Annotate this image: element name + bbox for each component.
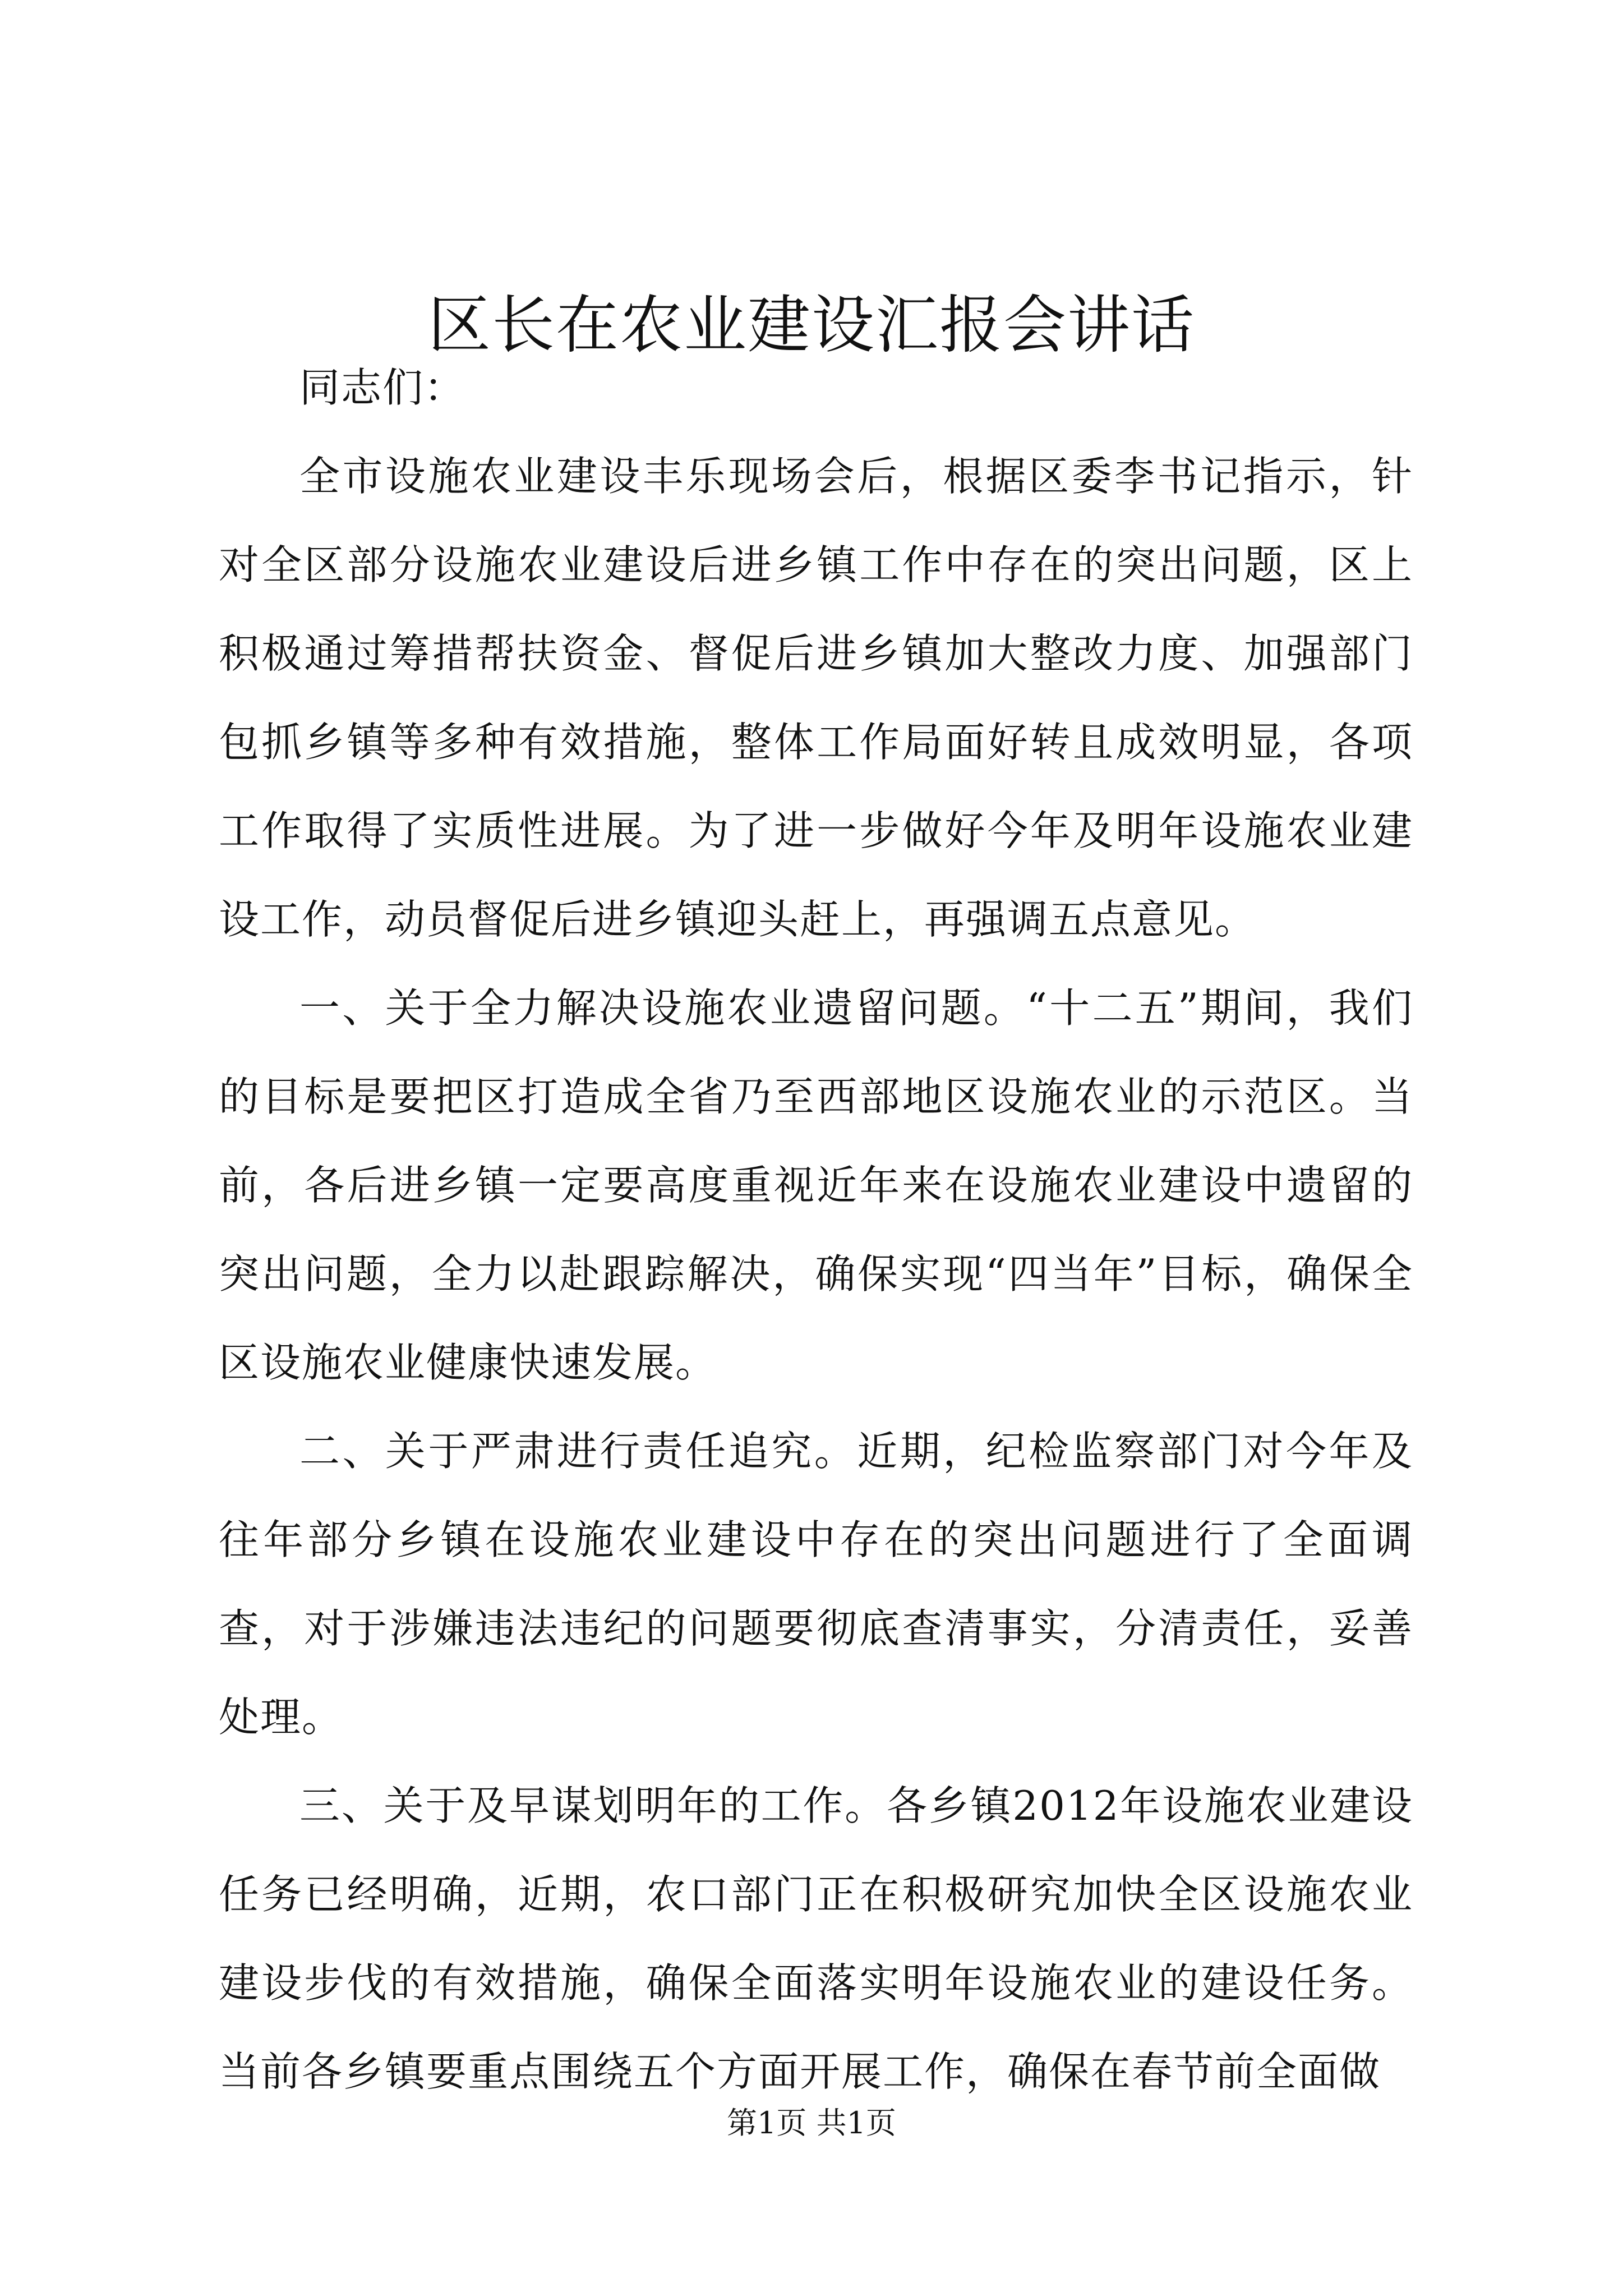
page-footer	[0, 2101, 1623, 2146]
paragraph-point-three: 三、关于及早谋划明年的工作。各乡镇2012年设施农业建设任务已经明确，近期，农口部门正在积极研究加快全区设施农业建设步伐的有效措施，确保全面落实明年设施农业的建设任务。当前各乡镇要重点围绕五个方面开展工作，确保在春节前全面做	[219, 1782, 1413, 2095]
salutation: 同志们：	[299, 364, 466, 411]
page-number: 第1页	[727, 2105, 807, 2141]
page-total: 共1页	[816, 2105, 896, 2141]
paragraph-point-one: 一、关于全力解决设施农业遗留问题。“十二五”期间，我们的目标是要把区打造成全省乃至西部地区设施农业的示范区。当前，各后进乡镇一定要高度重视近年来在设施农业建设中遗留的突出问题，全力以赴跟踪解决，确保实现“四当年”目标，确保全区设施农业健康快速发展。	[219, 984, 1413, 1386]
document-title: 区长在农业建设汇报会讲话	[428, 289, 1195, 362]
paragraph-intro: 全市设施农业建设丰乐现场会后，根据区委李书记指示，针对全区部分设施农业建设后进乡镇工作中存在的突出问题，区上积极通过筹措帮扶资金、督促后进乡镇加大整改力度、加强部门包抓乡镇等多种有效措施，整体工作局面好转且成效明显，各项工作取得了实质性进展。为了进一步做好今年及明年设施农业建设工作，动员督促后进乡镇迎头赶上，再强调五点意见。	[219, 453, 1413, 943]
document-body	[219, 343, 1413, 2116]
paragraph-point-two: 二、关于严肃进行责任追究。近期，纪检监察部门对今年及往年部分乡镇在设施农业建设中存在的突出问题进行了全面调查，对于涉嫌违法违纪的问题要彻底查清事实，分清责任，妥善处理。	[219, 1428, 1413, 1741]
